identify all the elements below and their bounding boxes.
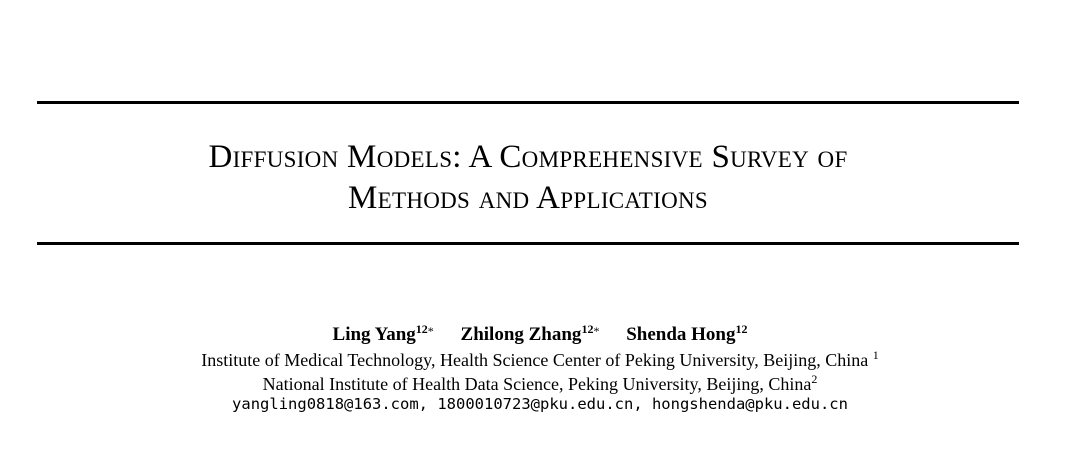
affiliation-number: 2 — [811, 372, 818, 386]
author-name: Ling Yang — [332, 324, 416, 345]
paper-title-line-2: Methods and Applications — [347, 180, 708, 216]
equal-contribution-marker: * — [427, 324, 434, 338]
affiliation-text: Institute of Medical Technology, Health Science Center of Peking University, Beijing, China — [201, 350, 873, 370]
author-name: Shenda Hong — [626, 324, 736, 345]
author-name: Zhilong Zhang — [460, 324, 582, 345]
equal-contribution-marker: * — [593, 324, 600, 338]
affiliation-number: 1 — [872, 348, 879, 362]
title-top-rule — [37, 101, 1019, 104]
author-affiliation-marker: 12 — [735, 322, 748, 336]
affiliation-2 — [0, 367, 1080, 396]
author-affiliation-marker: 12 — [415, 322, 428, 336]
author-emails: yangling0818@163.com, 1800010723@pku.edu.cn, hongshenda@pku.edu.cn — [232, 395, 848, 413]
author-affiliation-marker: 12 — [581, 322, 594, 336]
affiliation-text: National Institute of Health Data Science, Peking University, Beijing, China — [262, 374, 812, 394]
paper-title-line-1: Diffusion Models: A Comprehensive Survey of — [208, 139, 848, 175]
title-bottom-rule — [37, 242, 1019, 245]
